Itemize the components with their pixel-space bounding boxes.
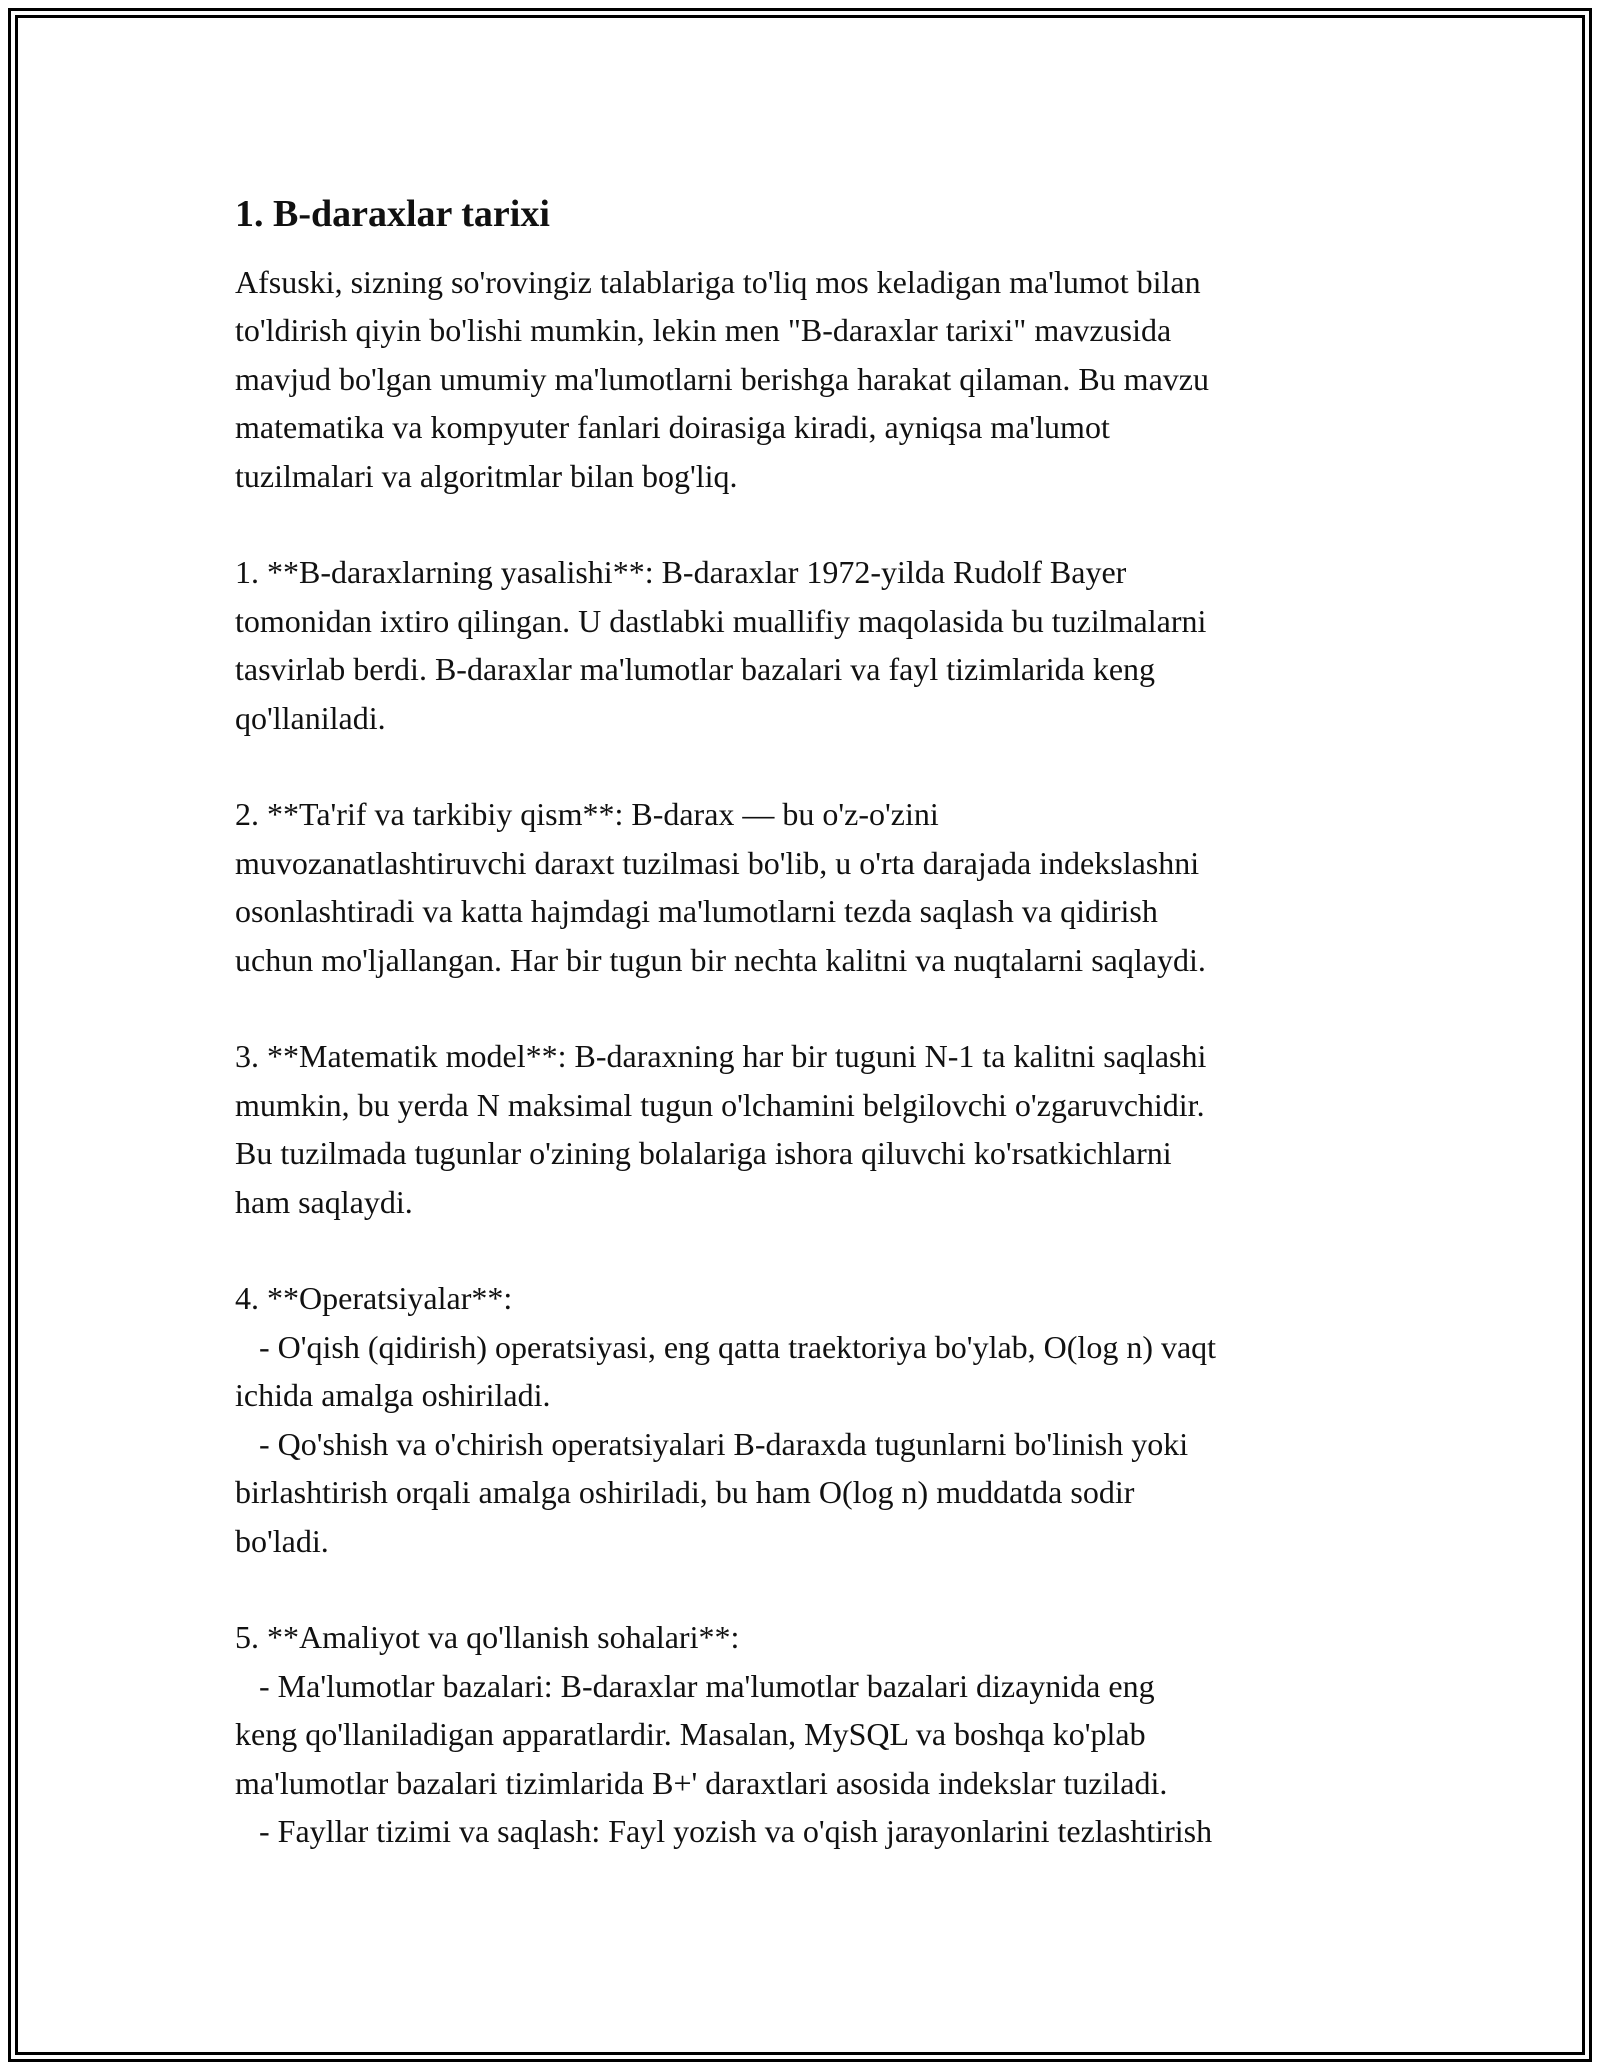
text-line: matematika va kompyuter fanlari doirasiga kiradi, ayniqsa ma'lumot (235, 409, 1110, 446)
text-line: ichida amalga oshiriladi. (235, 1377, 551, 1414)
text-line: 1. **B-daraxlarning yasalishi**: B-daraxlar 1972-yilda Rudolf Bayer (235, 554, 1127, 591)
section-paragraph-5 (235, 1613, 1375, 1855)
text-line: tasvirlab berdi. B-daraxlar ma'lumotlar bazalari va fayl tizimlarida keng (235, 651, 1156, 688)
text-line: tuzilmalari va algoritmlar bilan bog'liq. (235, 457, 738, 494)
text-line: qo'llaniladi. (235, 699, 386, 736)
text-line: - O'qish (qidirish) operatsiyasi, eng qatta traektoriya bo'ylab, O(log n) vaqt (235, 1328, 1217, 1365)
text-line: - Ma'lumotlar bazalari: B-daraxlar ma'lumotlar bazalari dizaynida eng (235, 1667, 1155, 1704)
text-line: mumkin, bu yerda N maksimal tugun o'lchamini belgilovchi o'zgaruvchidir. (235, 1086, 1205, 1123)
section-paragraph-4 (235, 1274, 1375, 1564)
text-line: 5. **Amaliyot va qo'llanish sohalari**: (235, 1619, 740, 1656)
intro-paragraph (235, 258, 1375, 500)
text-line: Bu tuzilmada tugunlar o'zining bolalariga ishora qiluvchi ko'rsatkichlarni (235, 1135, 1172, 1172)
text-line: mavjud bo'lgan umumiy ma'lumotlarni berishga harakat qilaman. Bu mavzu (235, 360, 1209, 397)
text-line: osonlashtiradi va katta hajmdagi ma'lumotlarni tezda saqlash va qidirish (235, 893, 1158, 930)
text-line: muvozanatlashtiruvchi daraxt tuzilmasi bo'lib, u o'rta darajada indekslashni (235, 844, 1200, 881)
text-line: ma'lumotlar bazalari tizimlarida B+' daraxtlari asosida indekslar tuziladi. (235, 1764, 1168, 1801)
text-line: keng qo'llaniladigan apparatlardir. Masalan, MySQL va boshqa ko'plab (235, 1716, 1146, 1753)
section-paragraph-2 (235, 790, 1375, 984)
text-line: tomonidan ixtiro qilingan. U dastlabki muallifiy maqolasida bu tuzilmalarni (235, 602, 1207, 639)
text-line: ham saqlaydi. (235, 1183, 413, 1220)
text-line: to'ldirish qiyin bo'lishi mumkin, lekin men "B-daraxlar tarixi" mavzusida (235, 312, 1172, 349)
document-title: 1. B-daraxlar tarixi (235, 193, 550, 235)
text-line: birlashtirish orqali amalga oshiriladi, bu ham O(log n) muddatda sodir (235, 1474, 1135, 1511)
text-line: uchun mo'ljallangan. Har bir tugun bir nechta kalitni va nuqtalarni saqlaydi. (235, 941, 1206, 978)
section-paragraph-3 (235, 1032, 1375, 1226)
text-line: - Qo'shish va o'chirish operatsiyalari B-daraxda tugunlarni bo'linish yoki (235, 1425, 1189, 1462)
text-line: - Fayllar tizimi va saqlash: Fayl yozish va o'qish jarayonlarini tezlashtirish (235, 1812, 1213, 1849)
text-line: Afsuski, sizning so'rovingiz talablariga to'liq mos keladigan ma'lumot bilan (235, 264, 1201, 300)
text-line: 2. **Ta'rif va tarkibiy qism**: B-darax — bu o'z-o'zini (235, 796, 939, 833)
text-line: 4. **Operatsiyalar**: (235, 1280, 513, 1317)
text-line: bo'ladi. (235, 1522, 329, 1559)
section-paragraph-1 (235, 548, 1375, 742)
document-body (235, 182, 1375, 1855)
text-line: 3. **Matematik model**: B-daraxning har bir tuguni N-1 ta kalitni saqlashi (235, 1038, 1207, 1075)
